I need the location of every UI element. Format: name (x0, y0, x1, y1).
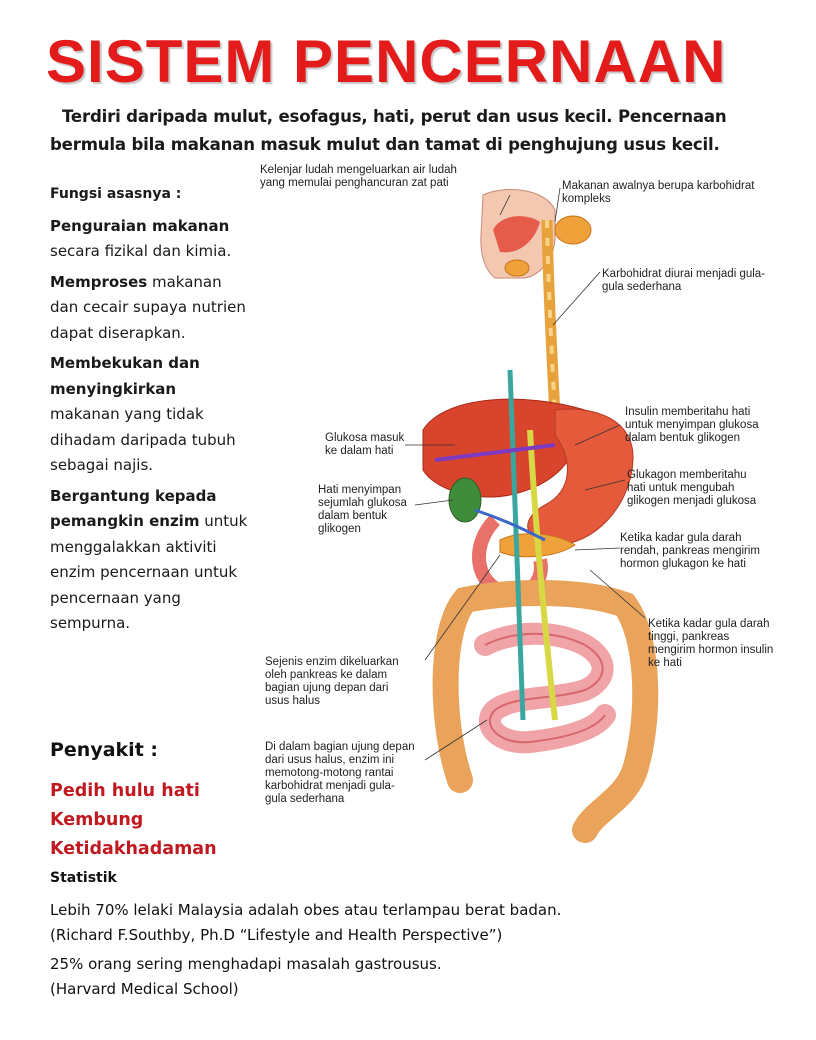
functions-section (50, 182, 250, 642)
label-glucose-to-liver: Glukosa masuk ke dalam hati (325, 432, 405, 457)
label-enzyme-release: Sejenis enzim dikeluarkan oleh pankreas ke dalam bagian ujung depan dari usus halus (265, 656, 399, 707)
diseases-heading: Penyakit : (50, 739, 158, 761)
label-low-blood-sugar: Ketika kadar gula darah rendah, pankreas mengirim hormon glukagon ke hati (620, 532, 760, 570)
function-item (50, 351, 250, 479)
statistics-section (50, 898, 750, 1002)
label-simple-sugars: Karbohidrat diurai menjadi gula- gula sederhana (602, 268, 766, 293)
intro-text (50, 103, 770, 159)
digestive-system-diagram (255, 160, 810, 880)
statistics-heading: Statistik (50, 870, 117, 886)
function-item (50, 484, 250, 637)
function-item-bold: Memproses (50, 272, 148, 291)
label-liver-stores: Hati menyimpan sejumlah glukosa dalam bentuk glikogen (318, 484, 407, 535)
functions-heading: Fungsi asasnya : (50, 186, 182, 202)
label-high-blood-sugar: Ketika kadar gula darah tinggi, pankreas mengirim hormon insulin ke hati (648, 618, 774, 669)
salivary-gland-icon (505, 260, 529, 276)
statistic-source: (Richard F.Southby, Ph.D “Lifestyle and Health Perspective”) (50, 926, 503, 944)
statistic-source: (Harvard Medical School) (50, 980, 239, 998)
label-insulin: Insulin memberitahu hati untuk menyimpan glukosa dalam bentuk glikogen (625, 406, 759, 444)
function-item-bold: Penguraian makanan (50, 216, 230, 235)
label-salivary-gland: Kelenjar ludah mengeluarkan air ludah yang memulai penghancuran zat pati (260, 164, 457, 189)
intro-line-1: Terdiri daripada mulut, esofagus, hati, perut dan usus kecil. Pencernaan (62, 107, 727, 126)
function-item-text: secara fizikal dan kimia. (50, 242, 232, 260)
function-item-text: makanan dan cecair supaya nutrien dapat diserapkan. (50, 272, 246, 342)
function-item-bold: Membekukan dan menyingkirkan (50, 354, 200, 398)
intro-line-2: bermula bila makanan masuk mulut dan tamat di penghujung usus kecil. (50, 135, 720, 154)
diseases-list (50, 777, 217, 864)
function-item (50, 270, 250, 347)
disease-item: Kembung (50, 810, 144, 830)
gallbladder (449, 478, 481, 522)
page-title: SISTEM PENCERNAAN (46, 28, 727, 95)
function-item-text: makanan yang tidak dihadam daripada tubuh sebagai najis. (50, 405, 236, 474)
label-small-intestine: Di dalam bagian ujung depan dari usus halus, enzim ini memotong-motong rantai karbohidrat menjadi gula- gula sederhana (265, 741, 415, 805)
label-glucagon: Glukagon memberitahu hati untuk mengubah glikogen menjadi glukosa (627, 469, 757, 507)
salivary-gland-icon (555, 216, 591, 244)
statistic-line: 25% orang sering menghadapi masalah gastrousus. (50, 955, 442, 973)
function-item (50, 214, 250, 265)
function-item-text: untuk menggalakkan aktiviti enzim pencernaan untuk pencernaan yang sempurna. (50, 512, 248, 632)
disease-item: Pedih hulu hati (50, 781, 200, 801)
disease-item: Ketidakhadaman (50, 839, 217, 859)
label-complex-carbs: Makanan awalnya berupa karbohidrat kompleks (562, 180, 755, 205)
function-item-bold: Bergantung kepada pemangkin enzim (50, 486, 217, 530)
statistic-line: Lebih 70% lelaki Malaysia adalah obes atau terlampau berat badan. (50, 901, 562, 919)
